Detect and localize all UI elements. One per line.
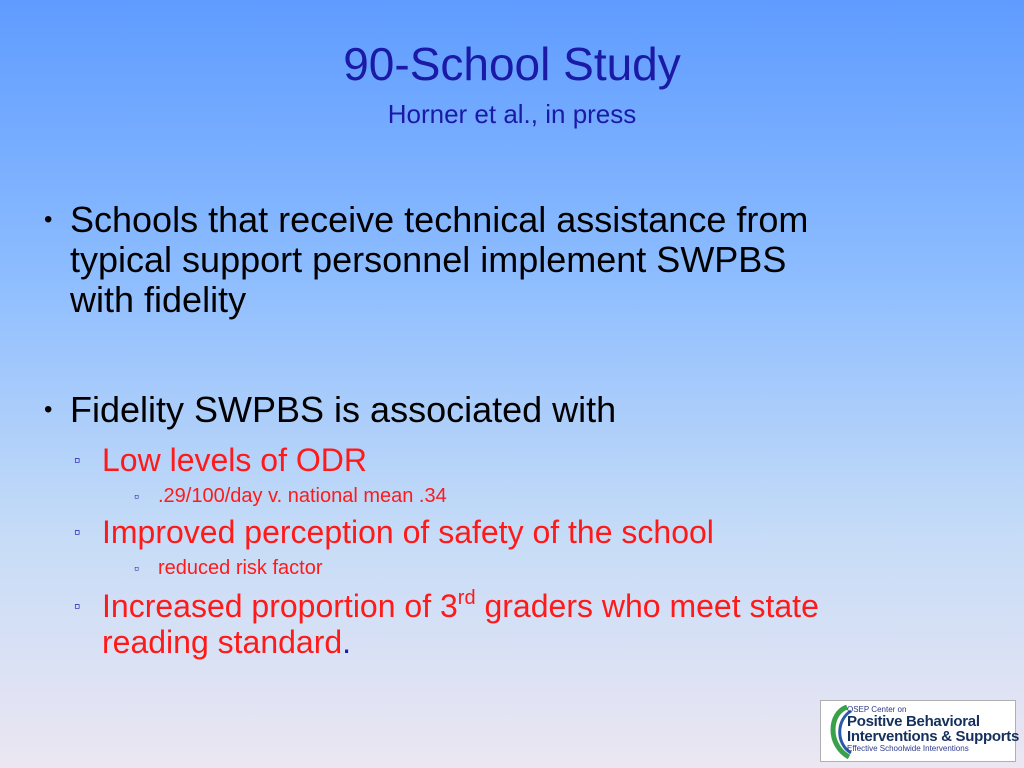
sub-bullet-safety xyxy=(74,514,714,550)
logo-line: Effective Schoolwide Interventions xyxy=(847,744,969,753)
bullet-marker: • xyxy=(44,396,53,423)
sub-sub-bullet-risk xyxy=(134,556,323,580)
bullet-line: typical support personnel implement SWPBS xyxy=(70,239,787,280)
ordinal-suffix: rd xyxy=(457,587,476,609)
sub-bullet-text: Low levels of ODR xyxy=(102,442,367,478)
logo-line: Positive Behavioral xyxy=(847,713,980,730)
sub-sub-bullet-text: reduced risk factor xyxy=(158,557,323,579)
logo-line: OSEP Center on xyxy=(847,705,907,714)
sub-bullet-text: Increased proportion of 3 xyxy=(102,588,458,624)
logo-line: Interventions & Supports xyxy=(847,728,1019,745)
sub-sub-bullet-marker: ▫ xyxy=(134,488,139,504)
sub-bullet-text: reading standard xyxy=(102,624,343,660)
bullet-line: Fidelity SWPBS is associated with xyxy=(70,389,617,430)
sub-bullet-marker: ▫ xyxy=(74,450,81,470)
bullet-technical-assistance xyxy=(44,199,809,320)
pbis-logo xyxy=(820,700,1019,762)
sentence-period: . xyxy=(342,624,352,660)
sub-bullet-marker: ▫ xyxy=(74,522,81,542)
bullet-line: with fidelity xyxy=(70,279,247,320)
sub-sub-bullet-odr-rate xyxy=(134,484,447,508)
slide-subtitle: Horner et al., in press xyxy=(387,99,637,129)
slide-title: 90-School Study xyxy=(343,38,681,90)
sub-bullet-text: Improved perception of safety of the school xyxy=(102,514,714,550)
bullet-line: Schools that receive technical assistance from xyxy=(70,199,809,240)
bullet-fidelity xyxy=(44,389,617,430)
sub-bullet-odr xyxy=(74,442,367,478)
sub-sub-bullet-text: .29/100/day v. national mean .34 xyxy=(158,485,447,507)
sub-bullet-marker: ▫ xyxy=(74,596,81,616)
sub-bullet-reading xyxy=(74,587,819,660)
sub-sub-bullet-marker: ▫ xyxy=(134,560,139,576)
sub-bullet-text: graders who meet state xyxy=(475,588,819,624)
bullet-marker: • xyxy=(44,206,53,233)
